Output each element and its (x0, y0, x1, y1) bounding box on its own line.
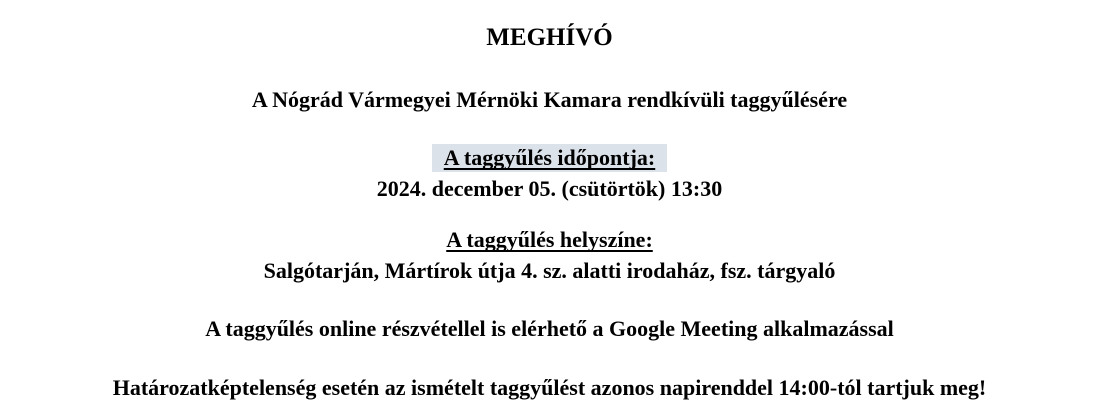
time-section-heading: A taggyűlés időpontja: (432, 144, 667, 172)
location-section-heading-row (0, 227, 1099, 253)
meeting-datetime: 2024. december 05. (csütörtök) 13:30 (376, 176, 723, 201)
location-section-heading: A taggyűlés helyszíne: (446, 227, 653, 252)
document-title: MEGHÍVÓ (486, 24, 613, 51)
online-participation-note: A taggyűlés online részvétellel is elérhető a Google Meeting alkalmazással (205, 316, 894, 341)
document-subtitle: A Nógrád Vármegyei Mérnöki Kamara rendkívüli taggyűlésére (251, 87, 848, 112)
meeting-address: Salgótarján, Mártírok útja 4. sz. alatti irodaház, fsz. tárgyaló (263, 258, 836, 283)
quorum-note: Határozatképtelenség esetén az ismételt taggyűlést azonos napirenddel 14:00-tól tartjuk meg! (112, 375, 987, 400)
time-section-heading-row (0, 145, 1099, 171)
